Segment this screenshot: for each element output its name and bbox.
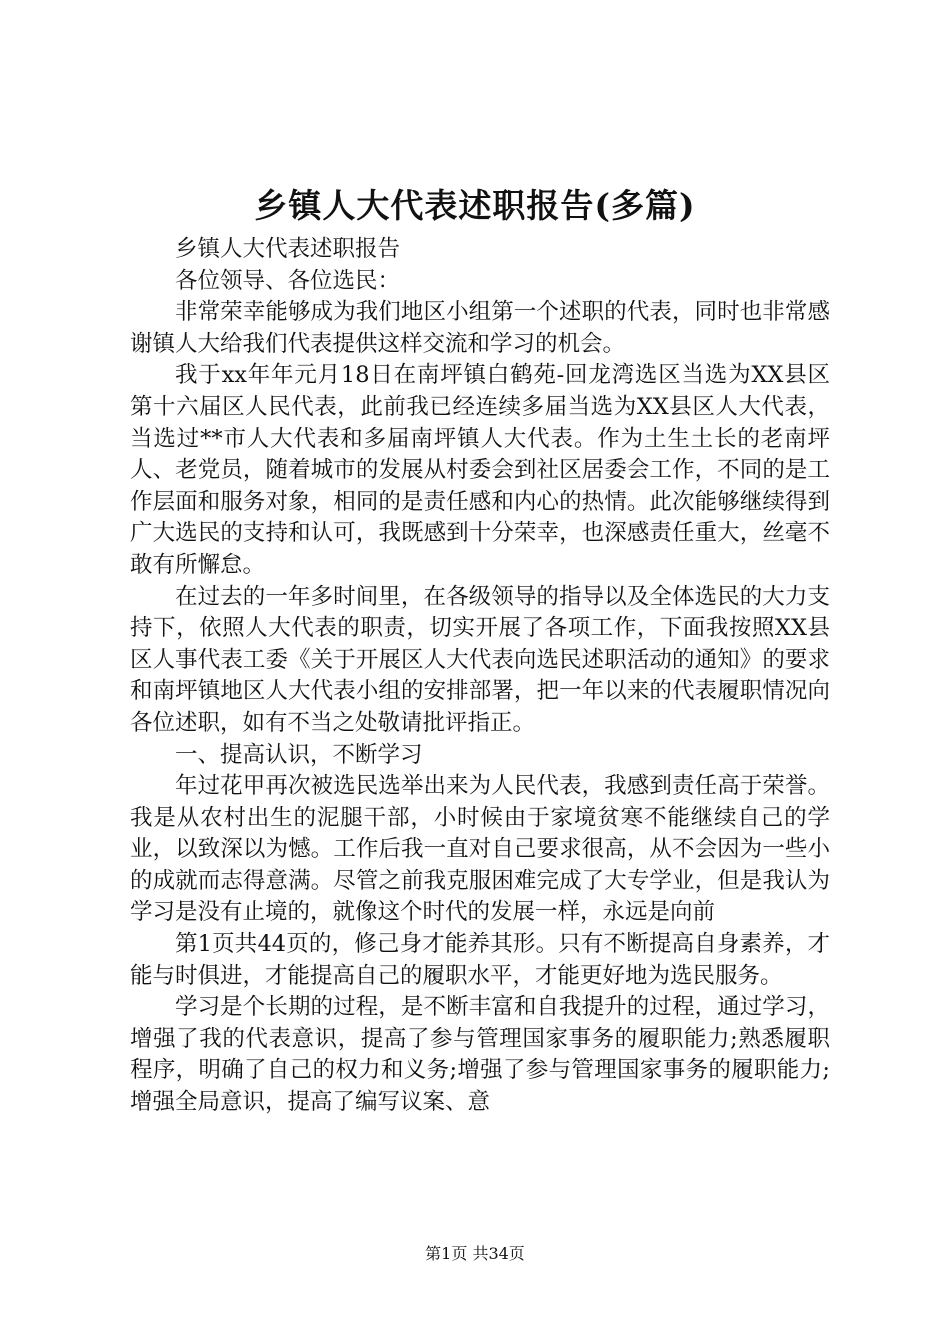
body-paragraph: 第1页共44页的，修己身才能养其形。只有不断提高自身素养，才能与时俱进，才能提高自己的履职水平，才能更好地为选民服务。 [130,931,830,989]
section-heading: 一、提高认识，不断学习 [175,741,423,768]
subtitle-paragraph: 乡镇人大代表述职报告 [175,236,401,262]
salutation-paragraph: 各位领导、各位选民： [175,267,401,294]
body-paragraph: 非常荣幸能够成为我们地区小组第一个述职的代表，同时也非常感谢镇人大给我们代表提供这样交流和学习的机会。 [130,299,830,357]
body-paragraph: 年过花甲再次被选民选举出来为人民代表，我感到责任高于荣誉。我是从农村出生的泥腿干部，小时候由于家境贫寒不能继续自己的学业，以致深以为憾。工作后我一直对自己要求很高，从不会因为一些小的成就而志得意满。尽管之前我克服困难完成了大专学业，但是我认为学习是没有止境的，就像这个时代的发展一样，永远是向前 [130,773,830,926]
body-paragraph: 在过去的一年多时间里，在各级领导的指导以及全体选民的大力支持下，依照人大代表的职责，切实开展了各项工作，下面我按照XX县区人事代表工委《关于开展区人大代表向选民述职活动的通知》的要求和南坪镇地区人大代表小组的安排部署，把一年以来的代表履职情况向各位述职，如有不当之处敬请批评指正。 [130,583,830,736]
body-paragraph: 我于xx年年元月18日在南坪镇白鹤苑-回龙湾选区当选为XX县区第十六届区人民代表，此前我已经连续多届当选为XX县区人大代表，当选过**市人大代表和多届南坪镇人大代表。作为土生土长的老南坪人、老党员，随着城市的发展从村委会到社区居委会工作，不同的是工作层面和服务对象，相同的是责任感和内心的热情。此次能够继续得到广大选民的支持和认可，我既感到十分荣幸，也深感责任重大，丝毫不敢有所懈怠。 [130,362,830,578]
body-paragraph: 学习是个长期的过程，是不断丰富和自我提升的过程，通过学习，增强了我的代表意识，提高了参与管理国家事务的履职能力;熟悉履职程序，明确了自己的权力和义务;增强了参与管理国家事务的履职能力;增强全局意识，提高了编写议案、意 [130,994,830,1116]
document-body [130,234,830,1119]
document-title: 乡镇人大代表述职报告(多篇) [254,186,696,225]
page-footer: 第1页 共34页 [425,1244,525,1263]
